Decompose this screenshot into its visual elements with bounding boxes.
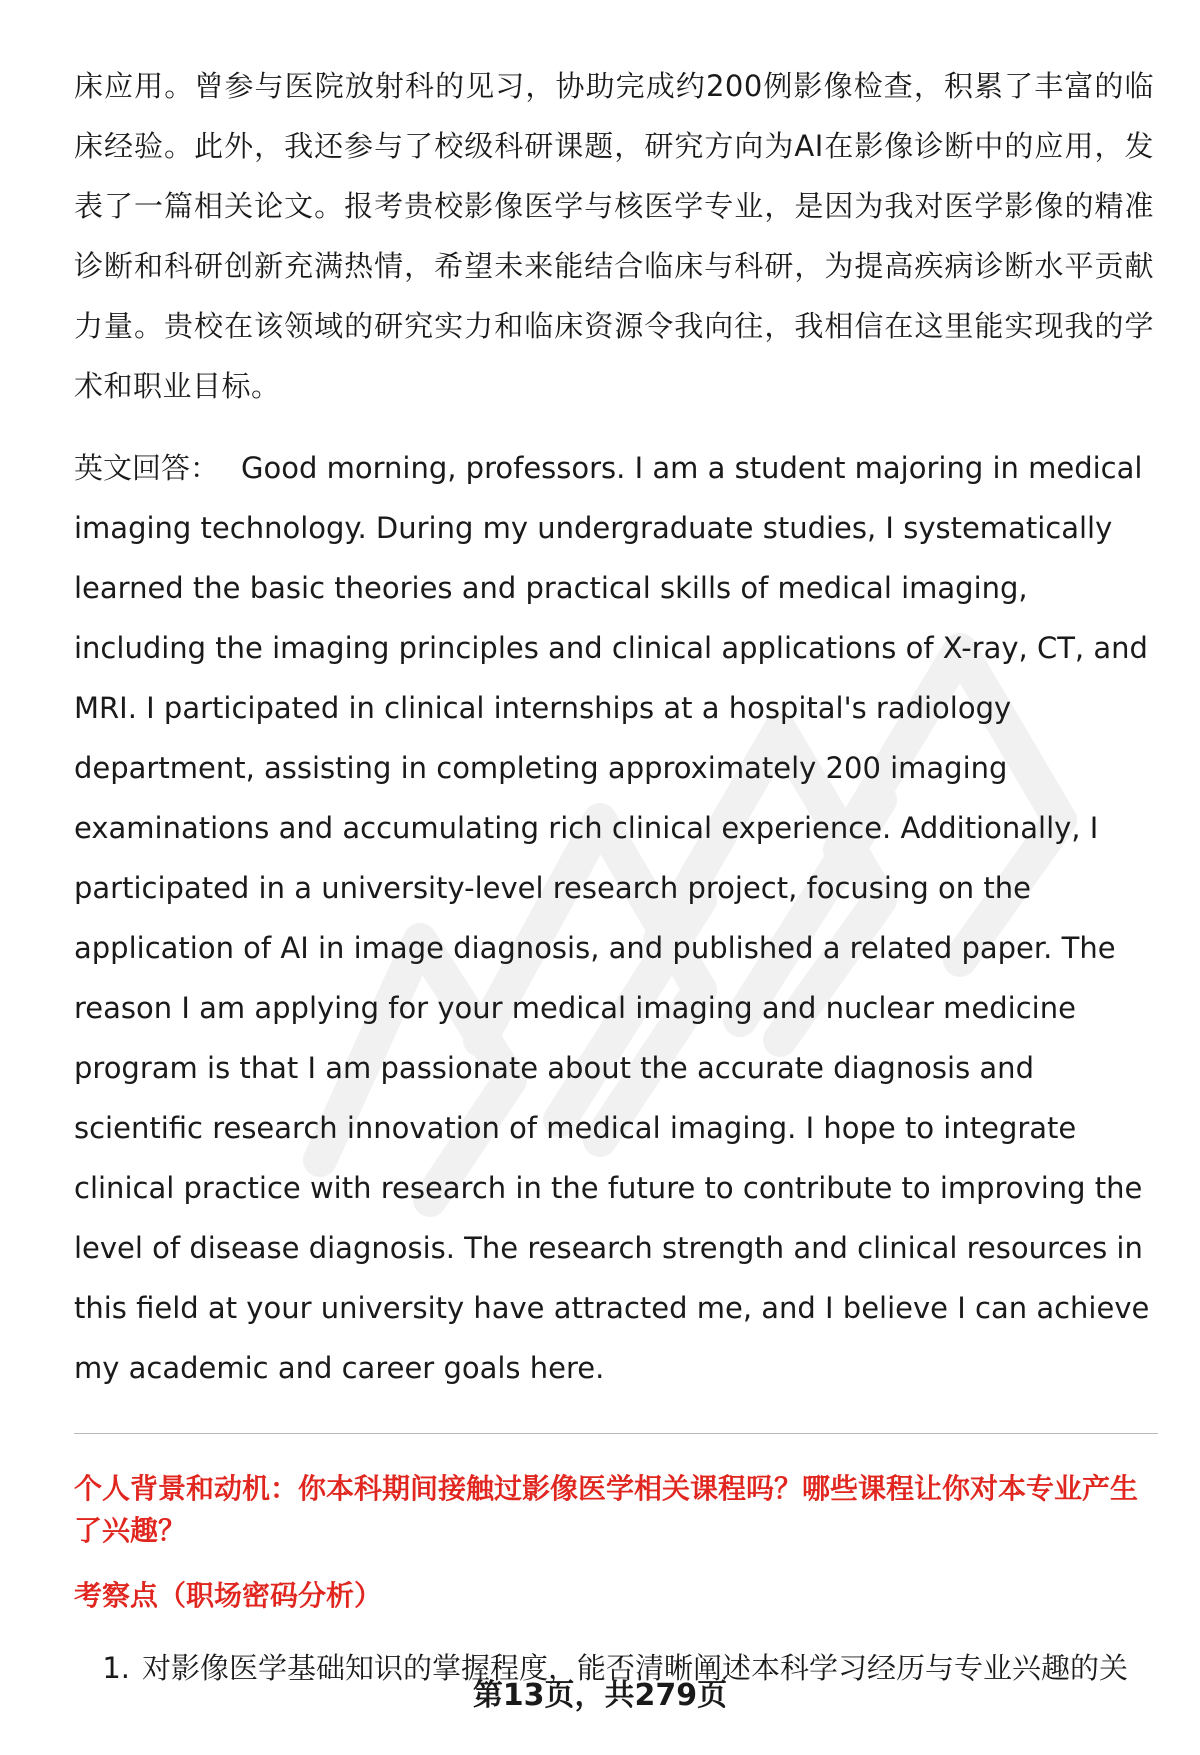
list-item-text: 对影像医学基础知识的掌握程度，能否清晰阐述本科学习经历与专业兴趣的关 [142,1651,1129,1685]
analysis-heading: 考察点（职场密码分析） [74,1579,383,1612]
section-divider [74,1433,1158,1434]
english-answer-text: Good morning, professors. I am a student majoring in medical imaging technology. During my undergraduate studies, I systematically learned the basic theories and practical skills of medical imaging, including the imaging principles and clinical applications of X-ray, CT, and MRI. I participated in clinical internships at a hospital's radiology department, assisting in completing approximately 200 imaging examinations and accumulating rich clinical experience. Additionally, I participated in a university-level research project, focusing on the application of AI in image diagnosis, and published a related paper. The reason I am applying for your medical imaging and nuclear medicine program is that I am passionate about the accurate diagnosis and scientific research innovation of medical imaging. I hope to integrate clinical practice with research in the future to contribute to improving the level of disease diagnosis. The research strength and clinical resources in this field at your university have attracted me, and I believe I can achieve my academic and career goals here. [74,451,1150,1385]
list-item-number: 1. [102,1651,130,1685]
english-answer-paragraph [74,438,1154,1398]
document-page [74,56,1154,1690]
english-answer-label: 英文回答： [74,451,220,485]
page-footer: 第13页，共279页 [472,1678,728,1713]
question-heading: 个人背景和动机：你本科期间接触过影像医学相关课程吗？哪些课程让你对本专业产生了兴趣？ [74,1472,1139,1547]
chinese-answer-paragraph: 床应用。曾参与医院放射科的见习，协助完成约200例影像检查，积累了丰富的临床经验。此外，我还参与了校级科研课题，研究方向为AI在影像诊断中的应用，发表了一篇相关论文。报考贵校影像医学与核医学专业，是因为我对医学影像的精准诊断和科研创新充满热情，希望未来能结合临床与科研，为提高疾病诊断水平贡献力量。贵校在该领域的研究实力和临床资源令我向往，我相信在这里能实现我的学术和职业目标。 [74,69,1154,403]
